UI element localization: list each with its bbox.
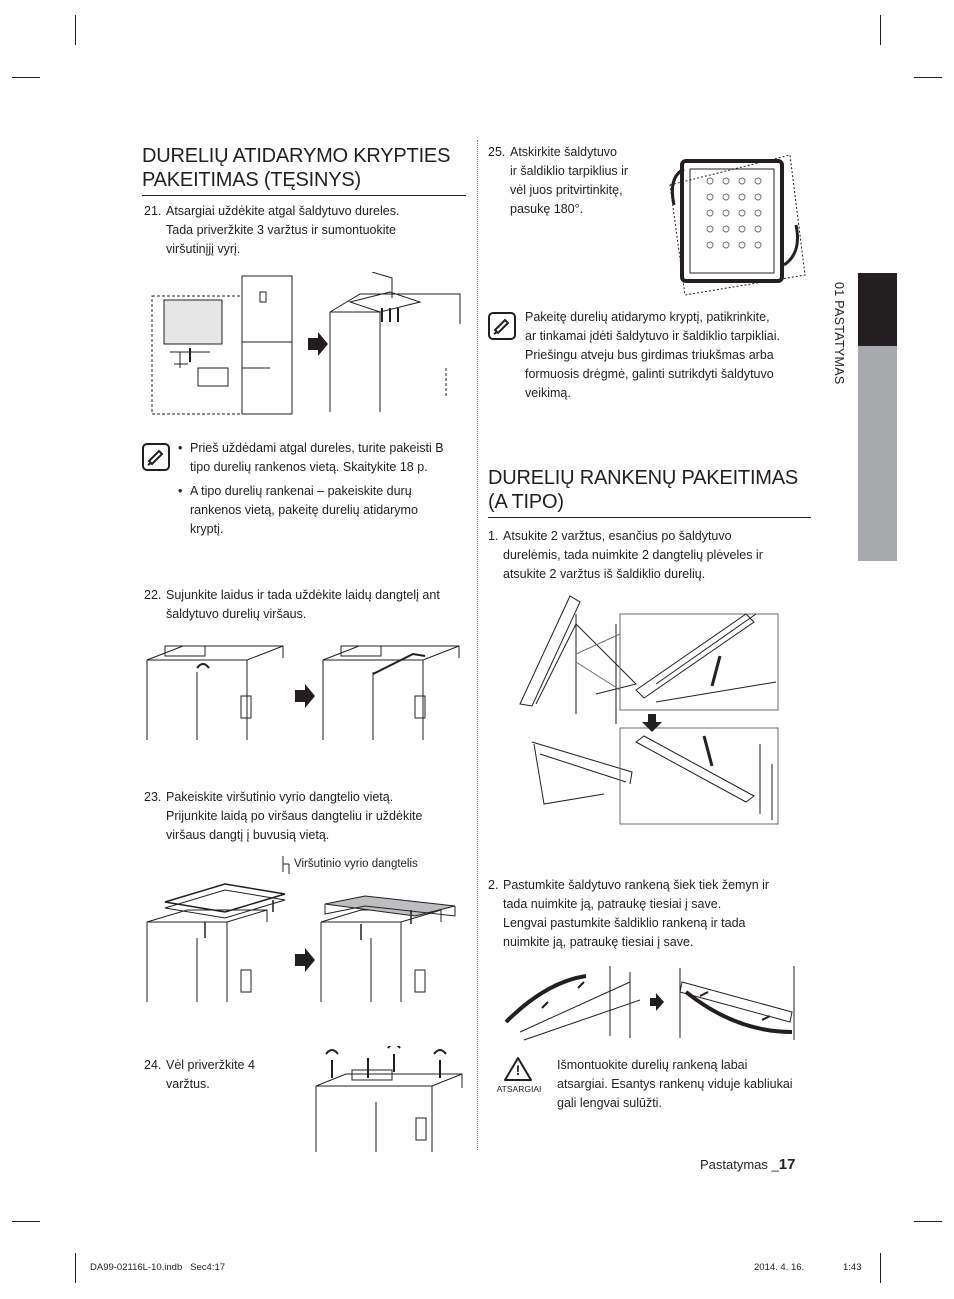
figure-step-22 [145,638,467,742]
figure-step-2 [500,962,806,1044]
caution-icon [503,1056,533,1082]
figure-step-1 [516,594,782,828]
page-footer [700,1156,795,1173]
crop-mark [75,1253,76,1283]
caution-label: ATSARGIAI [496,1084,542,1094]
note-icon [488,312,516,340]
crop-mark [880,15,881,45]
crop-mark [914,1221,942,1222]
crop-mark [75,15,76,45]
side-tab-gray [858,346,897,561]
print-file-info: DA99-02116L-10.indb Sec4:17 [90,1262,226,1273]
arrow-right-icon [308,332,328,356]
print-time: 1:43 [843,1262,862,1273]
print-date: 2014. 4. 16. [754,1262,805,1273]
crop-mark [12,1221,40,1222]
note-text: Pakeitę durelių atidarymo kryptį, patikrinkite, ar tinkamai įdėti šaldytuvo ir šaldiklio tarpikliai. Priešingu atveju bus girdimas triukšmas arba formuosis drėgmė, galinti sutrikdyti šaldytuvo veikimą. [525,310,780,400]
figure-step-25 [660,145,810,297]
figure-step-21 [150,272,470,417]
section-title-left: DURELIŲ ATIDARYMO KRYPTIES PAKEITIMAS (TĘSINYS) [142,144,466,196]
column-divider [477,140,478,1150]
arrow-right-icon [295,948,315,972]
page-number: 17 [778,1156,796,1173]
side-tab-label: 01 PASTATYMAS [832,282,846,385]
page-footer-label: Pastatymas _ [700,1157,779,1172]
arrow-right-icon [650,993,664,1011]
caution-text: Išmontuokite durelių rankeną labai atsargiai. Esantys rankenų viduje kabliukai gali lengvai sulūžti. [557,1058,793,1110]
caution-icon-mark: ! [515,1062,521,1078]
side-tab-dark [858,273,897,346]
note-icon [142,443,170,471]
section-title-right: DURELIŲ RANKENŲ PAKEITIMAS (A TIPO) [488,466,811,518]
figure-step-24 [312,1046,466,1154]
figure-step-23 [145,852,467,1004]
crop-mark [12,77,40,78]
callout-label: Viršutinio vyrio dangtelis [294,858,418,870]
arrow-down-icon [642,714,662,732]
crop-mark [914,77,942,78]
crop-mark [880,1253,881,1283]
arrow-right-icon [295,684,315,708]
